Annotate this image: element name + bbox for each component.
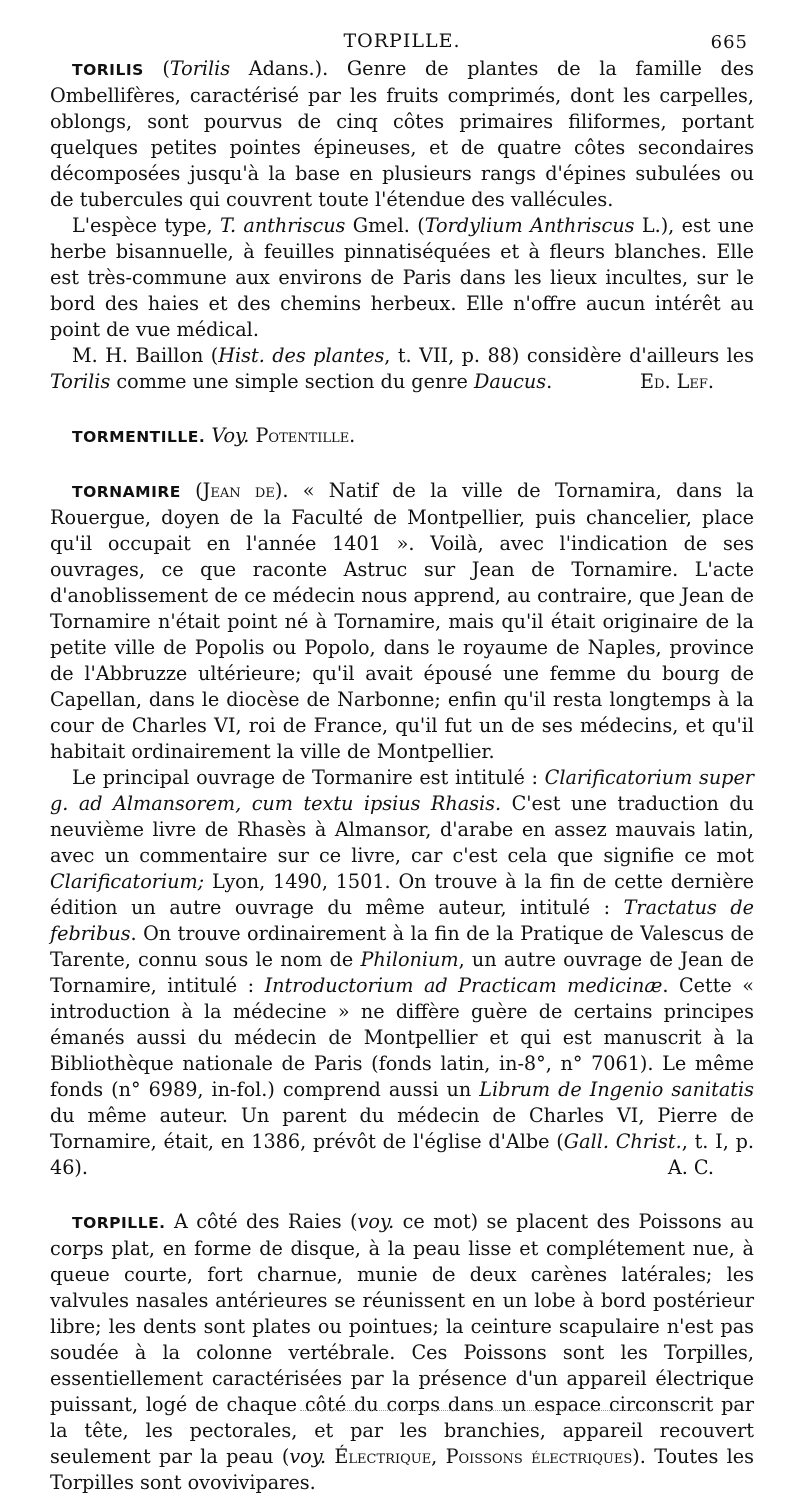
entry-torpille [50,1209,754,1496]
entry-tornamire [50,478,754,1181]
author-name: Jean de [202,479,275,502]
page-number: 665 [710,32,748,53]
text-run: . [546,370,553,393]
italic-run: Tractatus de febribus [50,896,754,945]
text-run: , un autre ouvrage de Jean de Tornamire, intitulé : [50,948,754,997]
text-run: , t. VII, p. 88) considère d'ailleurs les [384,344,754,367]
italic-run: Gall. Christ. [563,1130,682,1153]
text-run: . On trouve ordinairement à la fin de la Pratique de Valescus de Tarente, connu sous le nom de [50,922,754,971]
torpille-paragraph-1 [50,1209,754,1496]
entry-tormentille [50,423,754,450]
italic-run: Clarificatorium; [50,870,205,893]
text-run: ). « Natif de la ville de Tornamira, dans la Rouergue, doyen de la Faculté de Montpellier, puis chancelier, place qu'il occupait en l'année 1401 ». Voilà, avec l'indication de ses ouvrages, ce que raconte Astruc sur Jean de Tornamire. L'acte d'anoblissement de ce médecin nous apprend, au contraire, que Jean de Tornamire n'était point né à Tornamire, mais qu'il était originaire de la petite ville de Popolis ou Popolo, dans le royaume de Naples, province de l'Abbruzze ultérieure; qu'il avait épousé une femme du bourg de Capellan, dans le diocèse de Narbonne; enfin qu'il resta longtemps à la cour de Charles VI, roi de France, qu'il fut un de ses médecins, et qu'il habitait ordinairement la ville de Montpellier. [50,479,754,763]
text-run: ce mot) se placent des Poissons au corps plat, en forme de disque, à la peau lisse et complétement nue, à queue courte, fort charnue, munie de deux carènes latérales; les valvules nasales antérieures se réunissent en un lobe à bord postérieur libre; les dents sont plates ou pointues; la ceinture scapulaire n'est pas soudée à la colonne vertébrale. Ces Poissons sont les Torpilles, essentiellement caractérisées par la présence d'un appareil électrique puissant, logé de chaque côté du corps dans un espace circonscrit par la tête, les pectorales, et par les branchies, appareil recouvert seulement par la peau ( [50,1210,754,1468]
text-run: L.), est une herbe bisannuelle, à feuilles pinnatiséquées et à fleurs blanches. Elle est très-commune aux environs de Paris dans les lieux incultes, sur le bord des haies et des chemins herbeux. Elle n'offre aucun intérêt au point de vue médical. [50,214,754,341]
text-run: du même auteur. Un parent du médecin de Charles VI, Pierre de Tornamire, était, en 1386, prévôt de l'église d'Albe ( [50,1104,754,1153]
torilis-paragraph-3 [50,343,754,395]
text-run: Gmel. ( [345,214,425,237]
headword-torilis: TORILIS [72,61,144,79]
running-head [50,28,754,56]
spacer [50,1181,754,1209]
headword-torpille: TORPILLE. [72,1214,166,1232]
tornamire-paragraph-1 [50,478,754,765]
italic-run: Introductorium ad Practicam medicinæ [264,974,663,997]
text-run: A côté des Raies ( [165,1210,358,1233]
headword-tormentille: TORMENTILLE. [72,428,206,446]
entry-torilis [50,56,754,395]
cross-reference-link: Potentille. [255,424,356,447]
text-run: ( [143,57,170,80]
italic-run: Torilis [50,370,111,393]
tormentille-paragraph [50,423,754,450]
italic-run: Tordylium Anthriscus [424,214,635,237]
torilis-paragraph-1 [50,56,754,213]
italic-run: Daucus [473,370,547,393]
tornamire-paragraph-2 [50,765,754,1181]
spacer [50,450,754,478]
signature-torilis: Ed. Lef. [640,370,714,393]
italic-run: voy. [289,1445,327,1468]
signature-tornamire: A. C. [667,1156,714,1179]
italic-run: Librum de Ingenio sanitatis [479,1078,754,1101]
text-run: Lyon, 1490, 1501. On trouve à la fin de cette dernière édition un autre ouvrage du même auteur, intitulé : [50,870,754,919]
italic-run: T. anthriscus [219,214,346,237]
italic-run: Torilis [169,57,231,80]
italic-run: voy. [357,1210,395,1233]
voy-abbrev: Voy. [211,424,250,447]
bottom-rule [300,1410,700,1411]
italic-run: Clarificatorium super g. ad Almansorem, cum textu ipsius Rhasis. [50,766,754,815]
torilis-paragraph-2 [50,213,754,343]
text-run: Le principal ouvrage de Tormanire est intitulé : [72,766,545,789]
text-run: C'est une traduction du neuvième livre de Rhasès à Almansor, d'arabe en assez mauvais latin, avec un commentaire sur ce livre, car c'est cela que signifie ce mot [50,792,754,867]
text-run: . Cette « introduction à la médecine » ne diffère guère de certains principes émanés aussi du médecin de Montpellier et qui est manuscrit à la Bibliothèque nationale de Paris (fonds latin, in-8°, n° 7061). Le même fonds (n° 6989, in-fol.) comprend aussi un [50,974,755,1101]
text-run: ( [180,479,203,502]
text-run: ). Toutes les Torpilles sont ovovivipares. [50,1445,754,1494]
cross-reference-link: Électrique, Poissons électriques [334,1445,633,1468]
headword-tornamire: TORNAMIRE [72,483,181,501]
text-run: L'espèce type, [72,214,220,237]
text-run: , t. I, p. 46). [50,1130,754,1179]
running-title: TORPILLE. [343,30,461,52]
text-run: Adans.). Genre de plantes de la famille des Ombellifères, caractérisé par les fruits comprimés, dont les carpelles, oblongs, sont pourvus de cinq côtes primaires filiformes, portant quelques petites pointes épineuses, et de quatre côtes secondaires décomposées jusqu'à la base en plusieurs rangs d'épines subulées ou de tubercules qui couvrent toute l'étendue des vallécules. [50,57,754,211]
text-run: M. H. Baillon ( [72,344,219,367]
italic-run: Hist. des plantes [218,344,385,367]
spacer [50,395,754,423]
text-run: comme une simple section du genre [110,370,474,393]
italic-run: Philonium [360,948,459,971]
